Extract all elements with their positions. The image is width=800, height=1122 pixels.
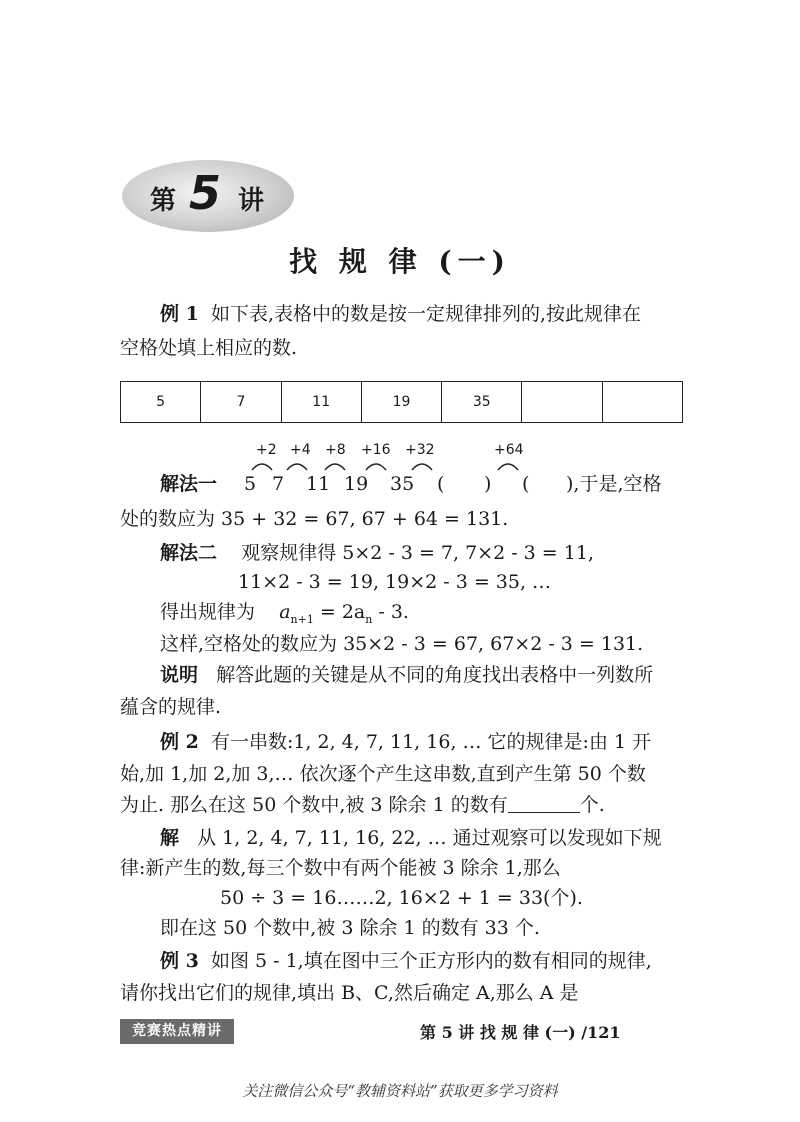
arc-mark [366, 464, 386, 470]
example-3-line-1 [160, 949, 652, 973]
example-2-solution-text-3: 50 ÷ 3 = 16……2, 16×2 + 1 = 33(个). [220, 887, 583, 909]
footer-running-title: 第 5 讲 找 规 律 (一) /121 [420, 1023, 621, 1042]
table-cell: 11 [281, 382, 361, 423]
solution-2-line-2: 11×2 - 3 = 19, 19×2 - 3 = 35, … [238, 571, 552, 593]
seq-number: 19 [344, 473, 369, 495]
watermark-text: 关注微信公众号“教辅资料站”获取更多学习资料 [242, 1082, 558, 1100]
example-3-text-2: 请你找出它们的规律,填出 B、C,然后确定 A,那么 A 是 [120, 982, 579, 1004]
chapter-prefix: 第 [150, 186, 177, 216]
note-label: 说明 [160, 664, 199, 686]
rule-sub-1: n+1 [290, 612, 314, 626]
note-text-1: 解答此题的关键是从不同的角度找出表格中一列数所 [216, 664, 654, 686]
example-1-label: 例 1 [160, 303, 199, 325]
footer-series-badge: 竞赛热点精讲 [120, 1019, 234, 1044]
rule-prefix: 得出规律为 [160, 601, 256, 623]
example-2-solution-text-4: 即在这 50 个数中,被 3 除余 1 的数有 33 个. [160, 917, 540, 939]
rule-formula: a [279, 601, 291, 623]
solution-2-text-1: 观察规律得 5×2 - 3 = 7, 7×2 - 3 = 11, [241, 542, 594, 564]
example-2-text-3-end: 个. [579, 794, 605, 816]
seq-paren: ) [484, 473, 492, 495]
seq-number: 35 [390, 473, 415, 495]
seq-number: 11 [306, 473, 331, 495]
seq-paren: ( [522, 473, 530, 495]
solution-2-line-1 [160, 541, 594, 565]
example-3-label: 例 3 [160, 950, 199, 972]
increment-label: +4 [290, 442, 311, 458]
table-cell: 35 [442, 382, 522, 423]
example-2-solution-text-2: 律:新产生的数,每三个数中有两个能被 3 除余 1,那么 [120, 857, 561, 879]
example-2-line-3 [120, 793, 605, 817]
example-2-solution-text-1: 从 1, 2, 4, 7, 11, 16, 22, … 通过观察可以发现如下规 [197, 827, 662, 849]
example-2-solution-label: 解 [160, 827, 180, 849]
solution-2-label: 解法二 [160, 542, 218, 564]
table-cell: 19 [361, 382, 441, 423]
example-1-text-2: 空格处填上相应的数. [120, 337, 298, 359]
seq-number: 5 [244, 473, 257, 495]
example-2-text-1: 有一串数:1, 2, 4, 7, 11, 16, … 它的规律是:由 1 开 [210, 731, 652, 753]
increment-label: +32 [405, 442, 435, 458]
rule-line [160, 600, 409, 632]
conclusion-line: 这样,空格处的数应为 35×2 - 3 = 67, 67×2 - 3 = 131. [160, 633, 644, 655]
answer-blank [508, 794, 580, 813]
solution-1-line-2: 处的数应为 35 + 32 = 67, 67 + 64 = 131. [120, 508, 509, 530]
increment-label: +8 [325, 442, 346, 458]
table-cell: 7 [201, 382, 281, 423]
seq-paren: ( [437, 473, 445, 495]
note-line-1 [160, 663, 653, 687]
table-cell: 5 [121, 382, 201, 423]
chapter-suffix: 讲 [238, 186, 265, 216]
solution-1-label: 解法一 [160, 473, 218, 495]
increment-label: +2 [256, 442, 277, 458]
example-2-label: 例 2 [160, 731, 199, 753]
seq-number: 7 [272, 473, 285, 495]
solution-1-tail: ),于是,空格 [566, 473, 662, 495]
example-1-text-1: 如下表,表格中的数是按一定规律排列的,按此规律在 [210, 303, 642, 325]
page-title: 找 规 律 (一) [289, 245, 511, 278]
note-text-2: 蕴含的规律. [120, 696, 222, 718]
example-3-text-1: 如图 5 - 1,填在图中三个正方形内的数有相同的规律, [210, 950, 652, 972]
arc-mark [412, 464, 432, 470]
example-2-solution-line-1 [160, 826, 662, 850]
chapter-number: 5 [189, 166, 222, 220]
increment-label: +16 [361, 442, 391, 458]
arc-mark [252, 464, 272, 470]
rule-end: - 3. [372, 601, 409, 623]
solution-1-line-1 [160, 472, 217, 496]
arc-mark [325, 464, 345, 470]
example-2-text-2: 始,加 1,加 2,加 3,… 依次逐个产生这串数,直到产生第 50 个数 [120, 763, 646, 785]
rule-sub-2: n [365, 612, 373, 626]
example-2-text-3: 为止. 那么在这 50 个数中,被 3 除余 1 的数有 [120, 794, 508, 816]
rule-mid: = 2a [313, 601, 366, 623]
arc-mark [498, 464, 518, 470]
arc-mark [287, 464, 307, 470]
increment-label: +64 [494, 442, 524, 458]
example-2-line-1 [160, 730, 651, 754]
